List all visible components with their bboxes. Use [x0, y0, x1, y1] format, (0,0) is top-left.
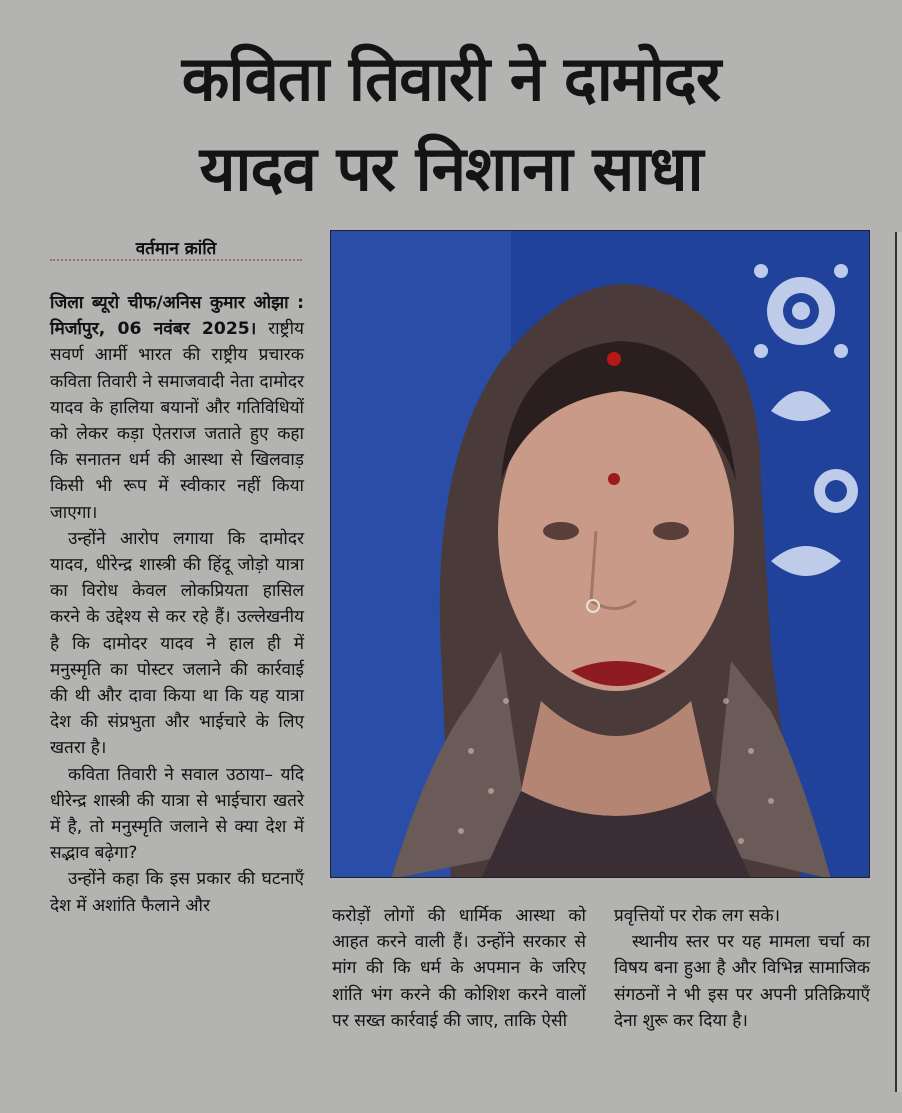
article-paragraph: प्रवृत्तियों पर रोक लग सके।	[614, 906, 781, 926]
article-paragraph: स्थानीय स्तर पर यह मामला चर्चा का विषय बना हुआ है और विभिन्न सामाजिक संगठनों ने भी इस पर अपनी प्रतिक्रियाएँ देना शुरू कर दिया है।	[614, 932, 870, 1031]
article-column-3	[614, 903, 870, 1034]
headline-line-2: यादव पर निशाना साधा	[199, 132, 703, 205]
article-paragraph: उन्होंने कहा कि इस प्रकार की घटनाएँ देश में अशांति फैलाने और	[50, 869, 304, 916]
article-paragraph: उन्होंने आरोप लगाया कि दामोदर यादव, धीरेन्द्र शास्त्री की हिंदू जोड़ो यात्रा का विरोध केवल लोकप्रियता हासिल करने के उद्देश्य से कर रहे हैं। उल्लेखनीय है कि दामोदर यादव ने हाल ही में मनुस्मृति का पोस्टर जलाने की कार्रवाई की थी और दावा किया था कि यह यात्रा देश की संप्रभुता और भाईचारे के लिए खतरा है।	[50, 528, 304, 759]
article-paragraph	[50, 290, 304, 526]
byline: वर्तमान क्रांति	[135, 239, 217, 259]
article-column-1	[50, 290, 304, 919]
article-paragraph: करोड़ों लोगों की धार्मिक आस्था को आहत करने वाली हैं। उन्होंने सरकार से मांग की कि धर्म के अपमान के जरिए शांति भंग करने की कोशिश करने वालों पर सख्त कार्रवाई की जाए, ताकि ऐसी	[332, 906, 586, 1031]
adjacent-column-edge	[895, 232, 902, 1092]
paragraph-text: राष्ट्रीय सवर्ण आर्मी भारत की राष्ट्रीय प्रचारक कविता तिवारी ने समाजवादी नेता दामोदर यादव के हालिया बयानों और गतिविधियों को लेकर कड़ा ऐतराज जताते हुए कहा कि सनातन धर्म की आस्था से खिलवाड़ किसी भी रूप में स्वीकार नहीं किया जाएगा।	[50, 319, 305, 523]
headline-line-1: कविता तिवारी ने दामोदर	[181, 42, 721, 115]
dateline: जिला ब्यूरो चीफ/अनिस कुमार ओझा : मिर्जापुर, 06 नवंबर 2025।	[50, 293, 304, 340]
article-column-2	[332, 903, 586, 1034]
byline-divider	[50, 259, 302, 261]
article-photo	[330, 230, 870, 878]
article-paragraph: कविता तिवारी ने सवाल उठाया– यदि धीरेन्द्र शास्त्री की यात्रा से भाईचारा खतरे में है, तो मनुस्मृति जलाने से क्या देश में सद्भाव बढ़ेगा?	[50, 764, 304, 864]
